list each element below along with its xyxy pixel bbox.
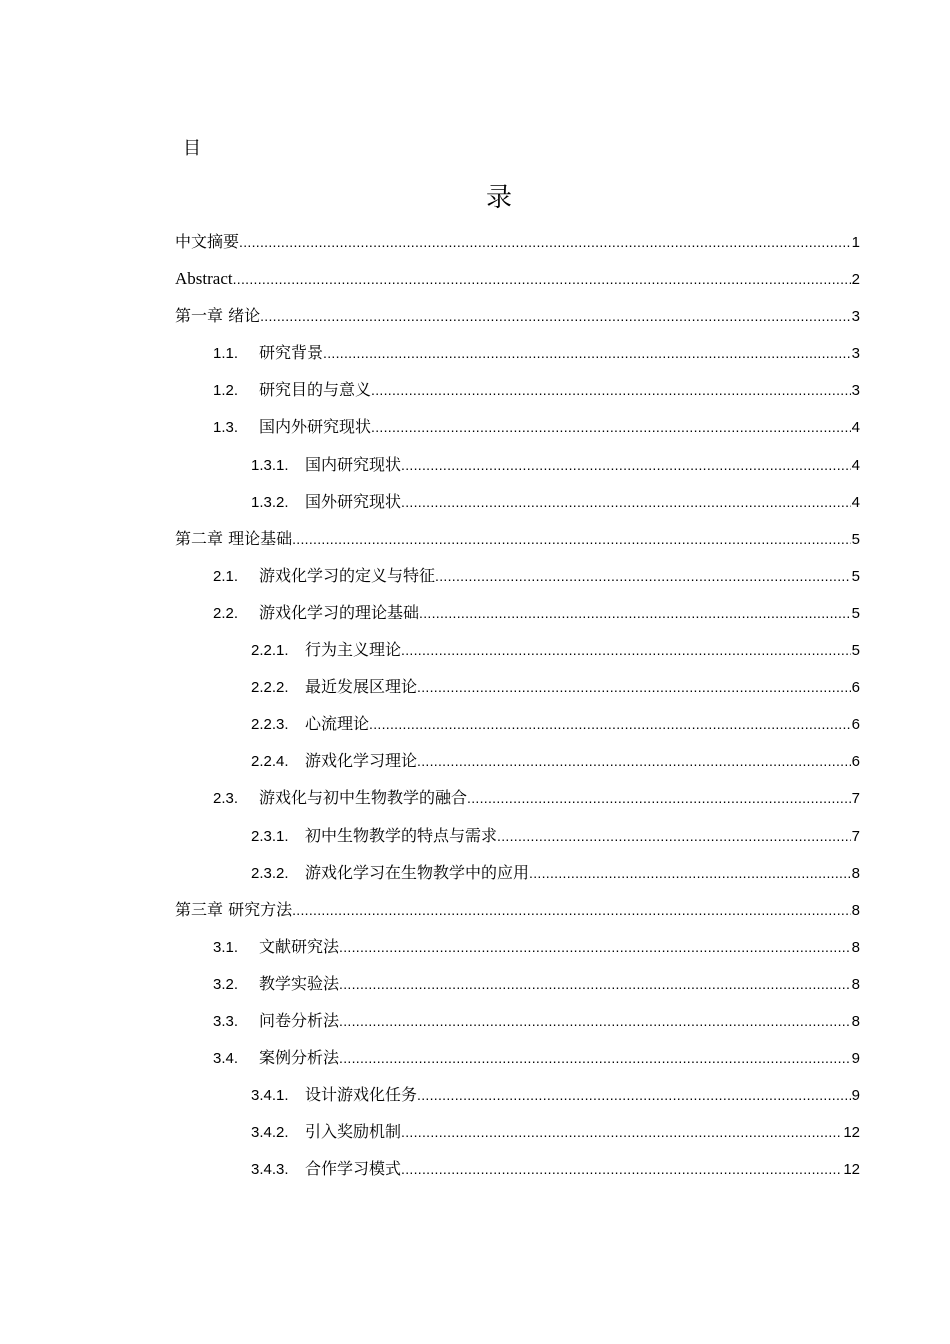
toc-dot-leader (417, 1077, 851, 1114)
toc-dot-leader (323, 335, 851, 372)
toc-entry[interactable] (175, 260, 860, 297)
toc-entry-number: 3.4.1. (251, 1087, 289, 1105)
toc-entry[interactable] (175, 965, 860, 1002)
toc-entry-number: 2.1. (213, 567, 239, 585)
toc-entry[interactable] (175, 594, 860, 631)
toc-dot-leader (371, 372, 851, 409)
toc-entry-number: 1.1. (213, 345, 239, 363)
toc-entry-title: 中文摘要 (175, 232, 240, 251)
toc-entry-title: 研究目的与意义 (259, 380, 372, 400)
toc-entry-number: 1.3.2. (251, 493, 289, 511)
toc-entry[interactable] (175, 371, 860, 408)
toc-dot-leader (292, 892, 851, 929)
toc-entry-page-number: 5 (851, 567, 860, 585)
toc-entry-page-number: 12 (843, 1124, 860, 1142)
toc-entry-page-number: 1 (851, 234, 860, 251)
toc-dot-leader (497, 818, 851, 855)
toc-entry-title: 国内外研究现状 (259, 417, 372, 437)
toc-entry[interactable] (175, 928, 860, 965)
toc-entry-title: 设计游戏化任务 (305, 1085, 418, 1105)
toc-entry-page-number: 8 (851, 864, 860, 882)
toc-entry-page-number: 7 (851, 827, 860, 845)
table-of-contents (175, 223, 860, 1187)
toc-entry-number: 3.4.3. (251, 1161, 289, 1179)
toc-entry[interactable] (175, 854, 860, 891)
toc-entry-page-number: 8 (851, 938, 860, 956)
toc-dot-leader (401, 484, 851, 521)
toc-dot-leader (292, 521, 851, 558)
toc-entry-title: 游戏化与初中生物教学的融合 (259, 788, 468, 808)
toc-entry-title: 心流理论 (305, 714, 370, 734)
toc-entry-page-number: 12 (843, 1161, 860, 1179)
toc-entry[interactable] (175, 446, 860, 483)
toc-entry-number: 2.3.2. (251, 864, 289, 882)
toc-entry-number: 1.3. (213, 419, 239, 437)
toc-entry-title: 初中生物教学的特点与需求 (305, 825, 498, 845)
toc-entry-number: 1.2. (213, 382, 239, 400)
toc-entry[interactable] (175, 705, 860, 742)
toc-entry-page-number: 6 (851, 716, 860, 734)
toc-entry-title: Abstract (175, 269, 233, 289)
toc-entry-page-number: 5 (851, 604, 860, 622)
toc-dot-leader (417, 669, 851, 706)
toc-entry-title: 最近发展区理论 (305, 677, 418, 697)
toc-entry-page-number: 8 (851, 975, 860, 993)
toc-entry-number: 2.2. (213, 604, 239, 622)
toc-entry-number: 3.4.2. (251, 1124, 289, 1142)
toc-entry-page-number: 4 (851, 493, 860, 511)
toc-dot-leader (233, 261, 851, 298)
toc-entry[interactable] (175, 1113, 860, 1150)
toc-entry-title: 研究背景 (259, 343, 324, 363)
toc-entry[interactable] (175, 520, 860, 557)
toc-entry-title: 游戏化学习理论 (305, 751, 418, 771)
toc-entry[interactable] (175, 297, 860, 334)
toc-entry-title: 游戏化学习的定义与特征 (259, 565, 436, 585)
toc-entry-page-number: 6 (851, 679, 860, 697)
toc-entry-page-number: 8 (851, 901, 860, 919)
toc-entry-page-number: 3 (851, 382, 860, 400)
toc-entry-title: 游戏化学习的理论基础 (259, 602, 420, 622)
toc-entry-number: 2.2.1. (251, 642, 289, 660)
toc-entry[interactable] (175, 817, 860, 854)
toc-entry-title: 引入奖励机制 (305, 1122, 402, 1142)
toc-entry-page-number: 3 (851, 308, 860, 326)
toc-entry-page-number: 5 (851, 530, 860, 548)
toc-entry-title: 国外研究现状 (305, 491, 402, 511)
toc-entry[interactable] (175, 483, 860, 520)
toc-entry-page-number: 9 (851, 1050, 860, 1068)
toc-entry-number: 3.3. (213, 1012, 239, 1030)
toc-entry-page-number: 8 (851, 1012, 860, 1030)
toc-entry[interactable] (175, 408, 860, 445)
toc-entry-page-number: 5 (851, 642, 860, 660)
toc-heading-part2: 录 (485, 183, 512, 213)
toc-entry[interactable] (175, 742, 860, 779)
toc-entry[interactable] (175, 1039, 860, 1076)
toc-entry-title: 国内研究现状 (305, 454, 402, 474)
toc-entry-number: 3.2. (213, 975, 239, 993)
toc-dot-leader (339, 1040, 851, 1077)
toc-entry-number: 2.2.2. (251, 679, 289, 697)
toc-dot-leader (239, 224, 851, 261)
toc-entry-page-number: 7 (851, 790, 860, 808)
toc-entry-title: 文献研究法 (259, 936, 340, 956)
toc-entry-title: 合作学习模式 (305, 1159, 402, 1179)
toc-entry-title: 第三章 研究方法 (175, 899, 293, 919)
toc-entry-number: 1.3.1. (251, 456, 289, 474)
toc-entry-page-number: 6 (851, 753, 860, 771)
toc-dot-leader (401, 447, 851, 484)
toc-entry-title: 案例分析法 (259, 1048, 340, 1068)
toc-entry-page-number: 2 (851, 271, 860, 289)
toc-entry[interactable] (175, 891, 860, 928)
toc-entry[interactable] (175, 779, 860, 816)
toc-dot-leader (260, 298, 851, 335)
toc-entry[interactable] (175, 1076, 860, 1113)
toc-dot-leader (467, 780, 851, 817)
toc-dot-leader (419, 595, 851, 632)
toc-dot-leader (417, 743, 851, 780)
toc-dot-leader (339, 929, 851, 966)
toc-entry-title: 教学实验法 (259, 973, 340, 993)
toc-entry-page-number: 9 (851, 1087, 860, 1105)
toc-entry-number: 3.4. (213, 1050, 239, 1068)
toc-entry-number: 2.2.3. (251, 716, 289, 734)
toc-entry-number: 3.1. (213, 938, 239, 956)
toc-dot-leader (435, 558, 851, 595)
toc-entry-title: 第二章 理论基础 (175, 528, 293, 548)
toc-entry-page-number: 4 (851, 419, 860, 437)
toc-dot-leader (371, 409, 851, 446)
toc-dot-leader (401, 1114, 842, 1151)
toc-entry-title: 第一章 绪论 (175, 306, 261, 326)
toc-entry[interactable] (175, 668, 860, 705)
toc-dot-leader (369, 706, 851, 743)
toc-entry-title: 游戏化学习在生物教学中的应用 (305, 862, 530, 882)
toc-entry-title: 行为主义理论 (305, 640, 402, 660)
toc-entry-page-number: 3 (851, 345, 860, 363)
toc-entry-page-number: 4 (851, 456, 860, 474)
toc-entry[interactable] (175, 631, 860, 668)
toc-dot-leader (401, 1151, 842, 1188)
toc-entry[interactable] (175, 334, 860, 371)
toc-entry-number: 2.3.1. (251, 827, 289, 845)
toc-entry[interactable] (175, 1002, 860, 1039)
toc-entry-number: 2.2.4. (251, 753, 289, 771)
toc-dot-leader (529, 855, 851, 892)
toc-entry[interactable] (175, 1150, 860, 1187)
toc-entry[interactable] (175, 223, 860, 260)
toc-dot-leader (401, 632, 851, 669)
toc-entry-number: 2.3. (213, 790, 239, 808)
toc-heading-part1: 目 (183, 138, 201, 159)
toc-entry-title: 问卷分析法 (259, 1010, 340, 1030)
toc-dot-leader (339, 1003, 851, 1040)
toc-dot-leader (339, 966, 851, 1003)
toc-entry[interactable] (175, 557, 860, 594)
